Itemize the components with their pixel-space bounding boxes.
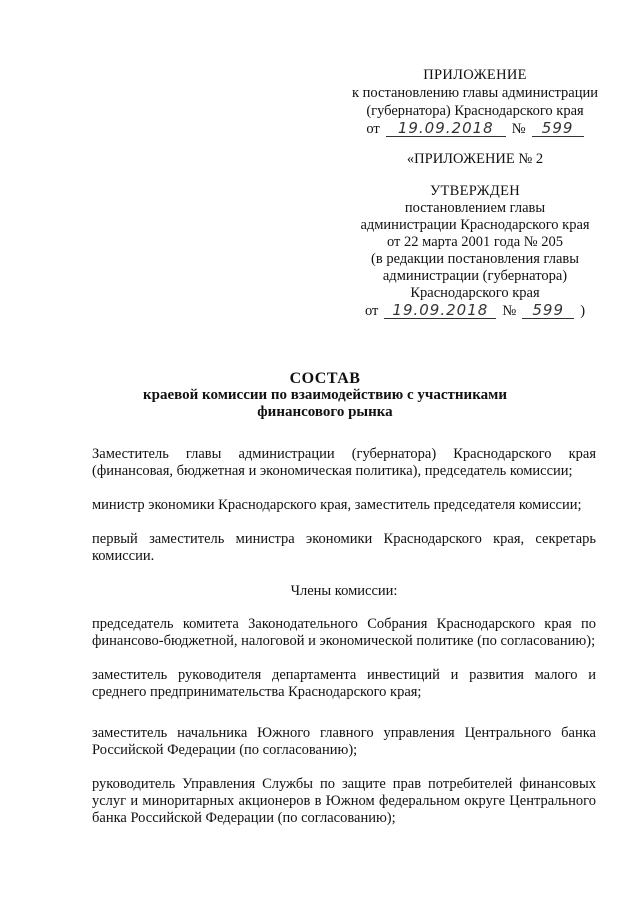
approved-line-2: администрации Краснодарского края <box>360 217 590 233</box>
appendix-no-label: № <box>511 121 526 137</box>
appendix-from-label: от <box>366 121 380 137</box>
appendix-heading: ПРИЛОЖЕНИЕ <box>423 67 527 83</box>
members-heading: Члены комиссии: <box>290 583 398 599</box>
member-item: заместитель начальника Южного главного управления Центрального банка Российской Федерации (по согласованию); <box>92 725 596 758</box>
title-main: СОСТАВ <box>289 370 361 387</box>
appendix-2-heading: «ПРИЛОЖЕНИЕ № 2 <box>406 151 544 167</box>
approved-date: 19.09.2018 <box>384 302 496 319</box>
member-item: председатель комитета Законодательного Собрания Краснодарского края по финансово-бюджетной, налоговой и экономической политике (по согласованию); <box>92 616 596 649</box>
member-item: руководитель Управления Службы по защите прав потребителей финансовых услуг и миноритарных акционеров в Южном федеральном округе Центрального банка Российской Федерации (по согласованию); <box>92 776 596 826</box>
commission-members-list <box>92 446 596 827</box>
approved-line-3: от 22 марта 2001 года № 205 <box>387 234 563 250</box>
approved-heading: УТВЕРЖДЕН <box>429 183 521 199</box>
approved-date-row <box>350 302 600 320</box>
document-title <box>130 370 520 421</box>
member-deputy-chairman: министр экономики Краснодарского края, заместитель председателя комиссии; <box>92 497 582 513</box>
appendix-number: 599 <box>532 120 584 137</box>
appendix-block <box>330 66 620 138</box>
approved-block <box>350 183 600 320</box>
member-secretary: первый заместитель министра экономики Краснодарского края, секретарь комиссии. <box>92 531 596 564</box>
appendix-date-row <box>330 120 620 138</box>
approved-line-4: (в редакции постановления главы <box>371 251 579 267</box>
appendix-line-2: (губернатора) Краснодарского края <box>366 103 584 119</box>
approved-from-label: от <box>364 303 379 319</box>
approved-line-1: постановлением главы <box>404 200 546 216</box>
approved-no-label: № <box>502 303 517 319</box>
member-item: заместитель руководителя департамента инвестиций и развития малого и среднего предпринимательства Краснодарского края; <box>92 667 596 700</box>
title-line-2: финансового рынка <box>257 404 393 420</box>
approved-close-paren: ) <box>580 303 586 319</box>
approved-line-6: Краснодарского края <box>410 285 540 301</box>
approved-line-5: администрации (губернатора) <box>382 268 568 284</box>
member-chairman: Заместитель главы администрации (губернатора) Краснодарского края (финансовая, бюджетная и экономическая политика), председатель комиссии; <box>92 446 596 479</box>
appendix-line-1: к постановлению главы администрации <box>351 85 599 101</box>
appendix-date: 19.09.2018 <box>386 120 506 137</box>
approved-number: 599 <box>522 302 574 319</box>
title-line-1: краевой комиссии по взаимодействию с участниками <box>143 387 507 403</box>
